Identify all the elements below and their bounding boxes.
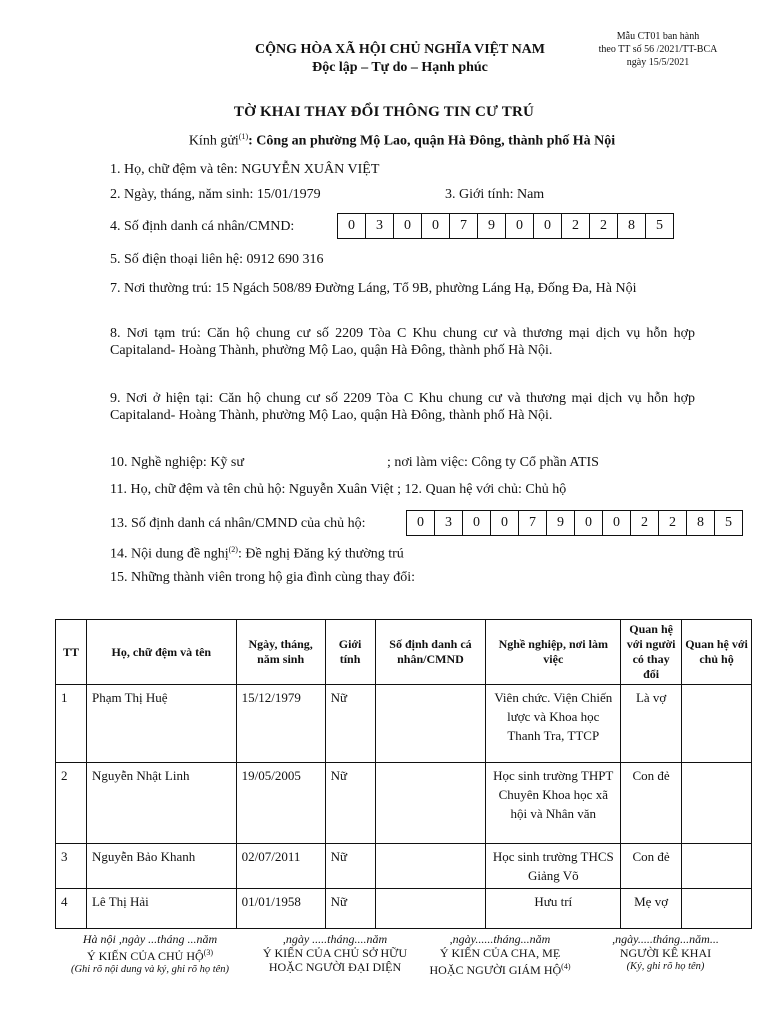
signature-title: Ý KIẾN CỦA CHỦ SỞ HỮU [262,946,408,960]
column-header: Quan hệ với chủ hộ [682,620,752,685]
cell-id [375,685,486,763]
id-digit: 5 [714,510,743,536]
id-digit: 0 [337,213,366,239]
cell-dob: 02/07/2011 [236,844,325,889]
form-note-line: Mẫu CT01 ban hành [616,31,700,42]
cell-id [375,844,486,889]
field-household-head: 11. Họ, chữ đệm và tên chủ hộ: Nguyễn Xuân Việt ; 12. Quan hệ với chủ: Chủ hộ [110,482,567,497]
signature-title-line2: HOẶC NGƯỜI GIÁM HỘ [429,963,562,977]
id-digit: 0 [490,510,519,536]
cell-dob: 19/05/2005 [236,763,325,844]
id-digit: 2 [658,510,687,536]
cell-gender: Nữ [325,889,375,929]
id-digit: 0 [393,213,422,239]
cell-name: Nguyễn Nhật Linh [86,763,236,844]
table-row [56,685,752,763]
id-digit: 2 [589,213,618,239]
id-digit: 0 [421,213,450,239]
cell-job: Viên chức. Viện Chiến lược và Khoa học Thanh Tra, TTCP [486,685,621,763]
field-workplace: ; nơi làm việc: Công ty Cổ phần ATIS [387,455,599,470]
id-digit: 0 [406,510,435,536]
id-digit: 0 [462,510,491,536]
id-digit: 7 [449,213,478,239]
id-digit: 0 [533,213,562,239]
nation-heading: CỘNG HÒA XÃ HỘI CHỦ NGHĨA VIỆT NAM [254,42,545,57]
signature-date: ,ngày......tháng...năm [449,932,551,946]
members-table [55,619,752,929]
field-phone: 5. Số điện thoại liên hệ: 0912 690 316 [110,252,324,267]
footnote-ref: (2) [228,545,238,554]
signature-title: Ý KIẾN CỦA CHA, MẸ [439,946,561,960]
signature-instruction: (Ký, ghi rõ họ tên) [626,961,705,972]
cell-gender: Nữ [325,685,375,763]
form-note-line: ngày 15/5/2021 [626,57,690,68]
field-gender: 3. Giới tính: Nam [445,187,545,202]
field-head-id-label: 13. Số định danh cá nhân/CMND của chủ hộ: [110,516,366,531]
signature-block-household-head [50,932,250,977]
table-header-row [56,620,752,685]
id-digit: 2 [630,510,659,536]
column-header: Quan hệ với người có thay đổi [621,620,682,685]
recipient-label: Kính gửi [188,133,239,149]
cell-tt: 1 [56,685,87,763]
cell-relation: Con đẻ [621,844,682,889]
form-reference-note [570,30,746,69]
footnote-ref: (1) [238,132,249,141]
cell-dob: 01/01/1958 [236,889,325,929]
cell-id [375,763,486,844]
signature-date: Hà nội ,ngày ...tháng ...năm [82,932,218,946]
id-digit: 9 [477,213,506,239]
cell-relation: Mẹ vợ [621,889,682,929]
column-header: TT [56,620,87,685]
cell-name: Lê Thị Hải [86,889,236,929]
column-header: Số định danh cá nhân/CMND [375,620,486,685]
table-row [56,889,752,929]
cell-relation: Con đẻ [621,763,682,844]
id-digit: 8 [686,510,715,536]
request-label: 14. Nội dung đề nghị [110,546,229,562]
cell-relation-head [682,844,752,889]
cell-id [375,889,486,929]
column-header: Giới tính [325,620,375,685]
field-occupation: 10. Nghề nghiệp: Kỹ sư [110,455,244,470]
id-digit: 2 [561,213,590,239]
request-value: : Đề nghị Đăng ký thường trú [237,546,404,562]
recipient-value: : Công an phường Mộ Lao, quận Hà Đông, thành phố Hà Nội [248,133,616,149]
signature-title: NGƯỜI KÊ KHAI [619,946,712,960]
cell-relation-head [682,685,752,763]
cell-relation-head [682,889,752,929]
form-note-line: theo TT số 56 /2021/TT-BCA [598,44,718,55]
cell-tt: 2 [56,763,87,844]
cell-name: Phạm Thị Huệ [86,685,236,763]
form-title: TỜ KHAI THAY ĐỔI THÔNG TIN CƯ TRÚ [233,104,535,120]
field-temporary-address: 8. Nơi tạm trú: Căn hộ chung cư số 2209 Tòa C Khu chung cư và thương mại dịch vụ hỗn hợp Capitaland- Hoàng Thành, phường Mộ Lao, quận Hà Đông, thành phố Hà Nội. [110,326,695,358]
cell-relation-head [682,763,752,844]
id-digit: 0 [574,510,603,536]
recipient-line [0,132,768,150]
signature-block-declarant [568,932,763,974]
signature-instruction: (Ghi rõ nội dung và ký, ghi rõ họ tên) [70,964,230,975]
field-request [110,545,404,563]
field-id-label: 4. Số định danh cá nhân/CMND: [110,219,295,234]
cell-gender: Nữ [325,763,375,844]
id-number-boxes [338,213,674,239]
id-digit: 0 [602,510,631,536]
field-date-of-birth: 2. Ngày, tháng, năm sinh: 15/01/1979 [110,187,321,202]
signature-title-line2: HOẶC NGƯỜI ĐẠI DIỆN [268,960,402,974]
cell-job: Hưu trí [486,889,621,929]
motto-heading: Độc lập – Tự do – Hạnh phúc [312,60,488,75]
column-header: Nghề nghiệp, nơi làm việc [486,620,621,685]
table-row [56,844,752,889]
field-current-address: 9. Nơi ở hiện tại: Căn hộ chung cư số 2209 Tòa C Khu chung cư và thương mại dịch vụ hỗn hợp Capitaland- Hoàng Thành, phường Mộ Lao, quận Hà Đông, thành phố Hà Nội. [110,391,695,423]
cell-tt: 4 [56,889,87,929]
column-header: Họ, chữ đệm và tên [86,620,236,685]
field-permanent-address: 7. Nơi thường trú: 15 Ngách 508/89 Đường Láng, Tổ 9B, phường Láng Hạ, Đống Đa, Hà Nội [110,281,637,296]
table-row [56,763,752,844]
id-digit: 0 [505,213,534,239]
cell-dob: 15/12/1979 [236,685,325,763]
id-digit: 8 [617,213,646,239]
signature-date: ,ngày.....tháng...năm... [612,932,719,946]
cell-tt: 3 [56,844,87,889]
signature-title: Ý KIẾN CỦA CHỦ HỘ [87,949,204,963]
field-members-label: 15. Những thành viên trong hộ gia đình cùng thay đổi: [110,570,416,585]
id-digit: 5 [645,213,674,239]
cell-gender: Nữ [325,844,375,889]
footnote-ref: (3) [203,948,213,957]
cell-job: Học sinh trường THCS Giảng Võ [486,844,621,889]
id-digit: 3 [365,213,394,239]
id-digit: 3 [434,510,463,536]
footnote-ref: (4) [561,962,571,971]
id-digit: 7 [518,510,547,536]
cell-relation: Là vợ [621,685,682,763]
cell-name: Nguyễn Bảo Khanh [86,844,236,889]
column-header: Ngày, tháng, năm sinh [236,620,325,685]
signature-date: ,ngày .....tháng....năm [282,932,388,946]
field-full-name: 1. Họ, chữ đệm và tên: NGUYỄN XUÂN VIỆT [110,162,380,177]
id-digit: 9 [546,510,575,536]
head-id-number-boxes [407,510,743,536]
cell-job: Học sinh trường THPT Chuyên Khoa học xã hội và Nhân văn [486,763,621,844]
